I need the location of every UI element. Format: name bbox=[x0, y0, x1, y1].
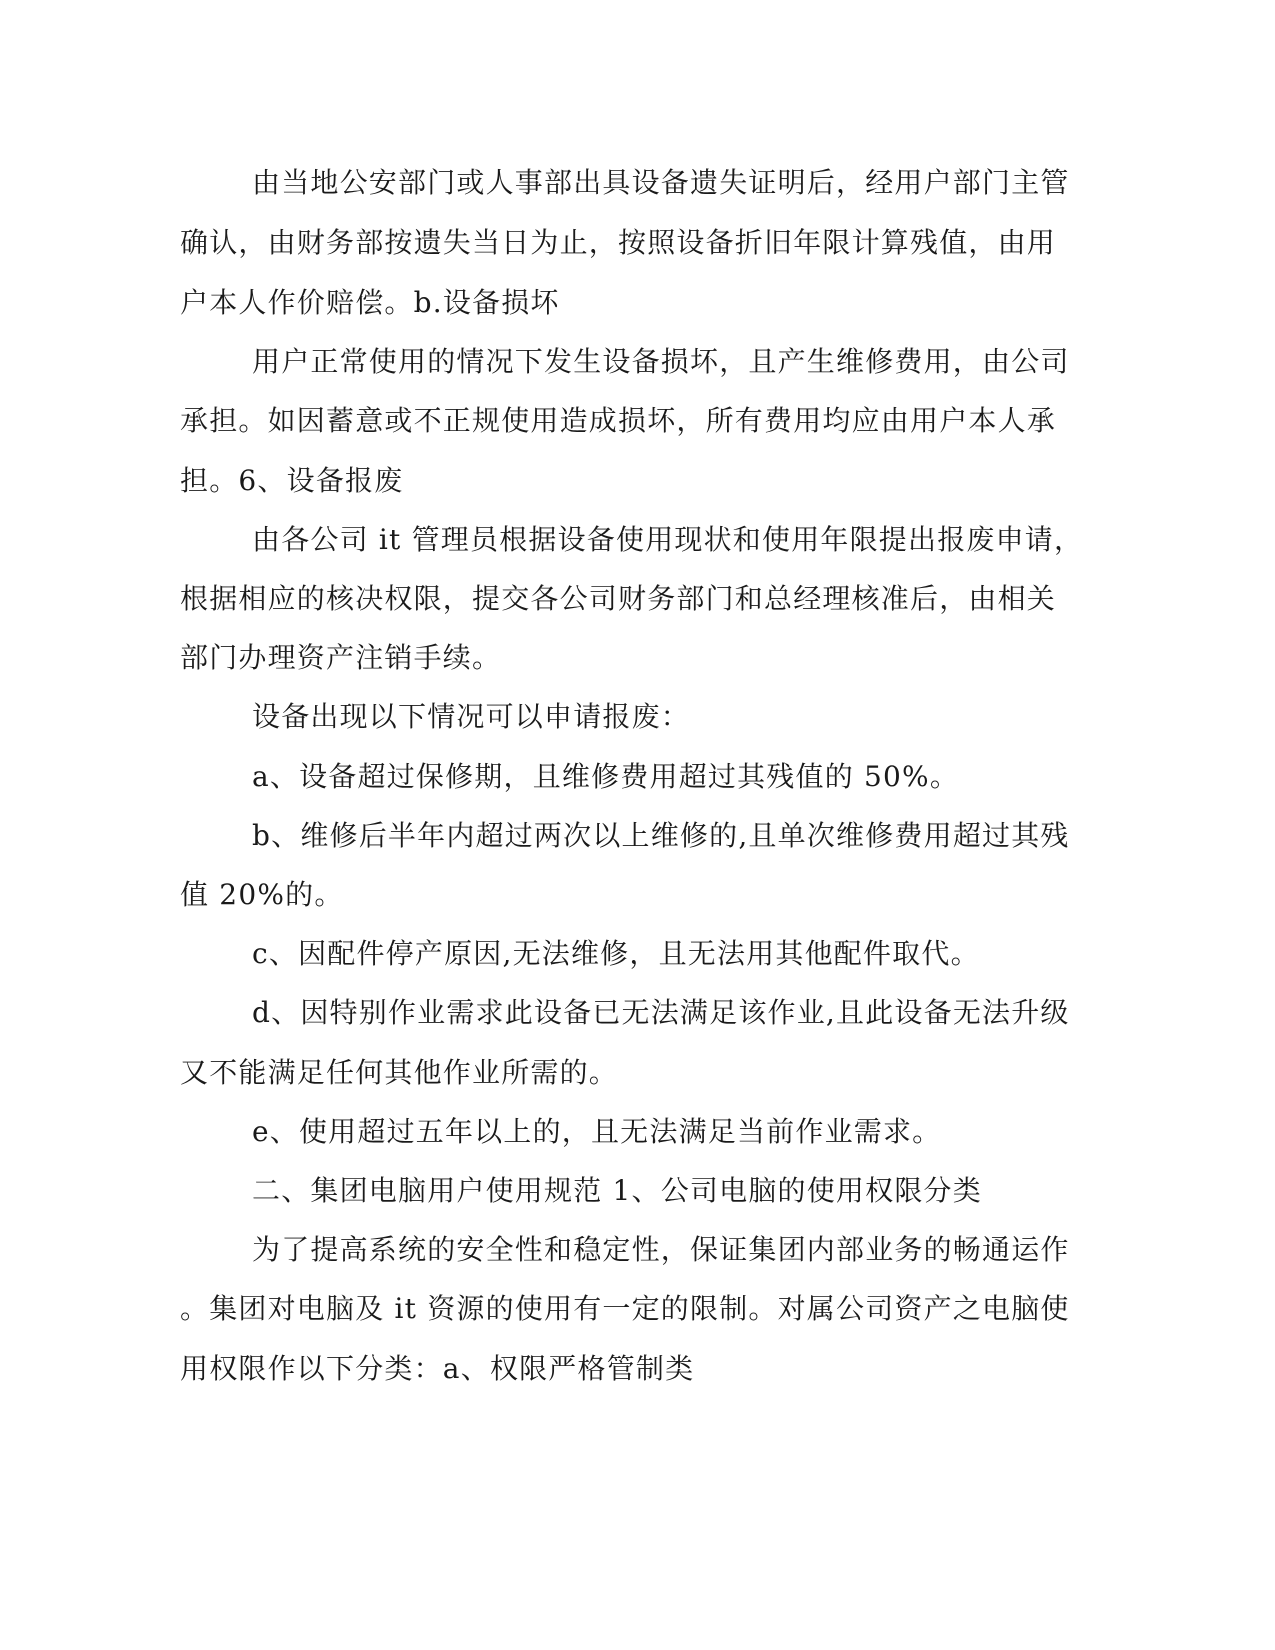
paragraph-line: 根据相应的核决权限，提交各公司财务部门和总经理核准后，由相关 bbox=[180, 582, 1057, 615]
list-item: b、维修后半年内超过两次以上维修的,且单次维修费用超过其残 bbox=[252, 819, 1070, 852]
list-item: a、设备超过保修期，且维修费用超过其残值的 50%。 bbox=[252, 760, 960, 793]
paragraph-line: 部门办理资产注销手续。 bbox=[180, 641, 502, 674]
list-item-continuation: 又不能满足任何其他作业所需的。 bbox=[180, 1056, 619, 1089]
paragraph-line: 承担。如因蓄意或不正规使用造成损坏，所有费用均应由用户本人承 bbox=[180, 404, 1057, 437]
section-heading: 二、集团电脑用户使用规范 1、公司电脑的使用权限分类 bbox=[252, 1174, 982, 1207]
paragraph-line: 用权限作以下分类：a、权限严格管制类 bbox=[180, 1352, 695, 1385]
list-item: d、因特别作业需求此设备已无法满足该作业,且此设备无法升级 bbox=[252, 996, 1070, 1029]
list-item-continuation: 值 20%的。 bbox=[180, 878, 344, 911]
paragraph-line: 户本人作价赔偿。b.设备损坏 bbox=[180, 286, 560, 319]
paragraph-line: 由当地公安部门或人事部出具设备遗失证明后，经用户部门主管 bbox=[252, 166, 1070, 199]
paragraph-line: 设备出现以下情况可以申请报废： bbox=[252, 700, 691, 733]
paragraph-line: 确认，由财务部按遗失当日为止，按照设备折旧年限计算残值，由用 bbox=[180, 226, 1057, 259]
paragraph-line: 。集团对电脑及 it 资源的使用有一定的限制。对属公司资产之电脑使 bbox=[180, 1292, 1070, 1325]
paragraph-line: 为了提高系统的安全性和稳定性，保证集团内部业务的畅通运作 bbox=[252, 1233, 1070, 1266]
list-item: e、使用超过五年以上的，且无法满足当前作业需求。 bbox=[252, 1115, 942, 1148]
paragraph-line: 由各公司 it 管理员根据设备使用现状和使用年限提出报废申请， bbox=[252, 523, 1084, 556]
list-item: c、因配件停产原因,无法维修，且无法用其他配件取代。 bbox=[252, 937, 980, 970]
paragraph-line: 担。6、设备报废 bbox=[180, 464, 404, 497]
paragraph-line: 用户正常使用的情况下发生设备损坏，且产生维修费用，由公司 bbox=[252, 345, 1070, 378]
